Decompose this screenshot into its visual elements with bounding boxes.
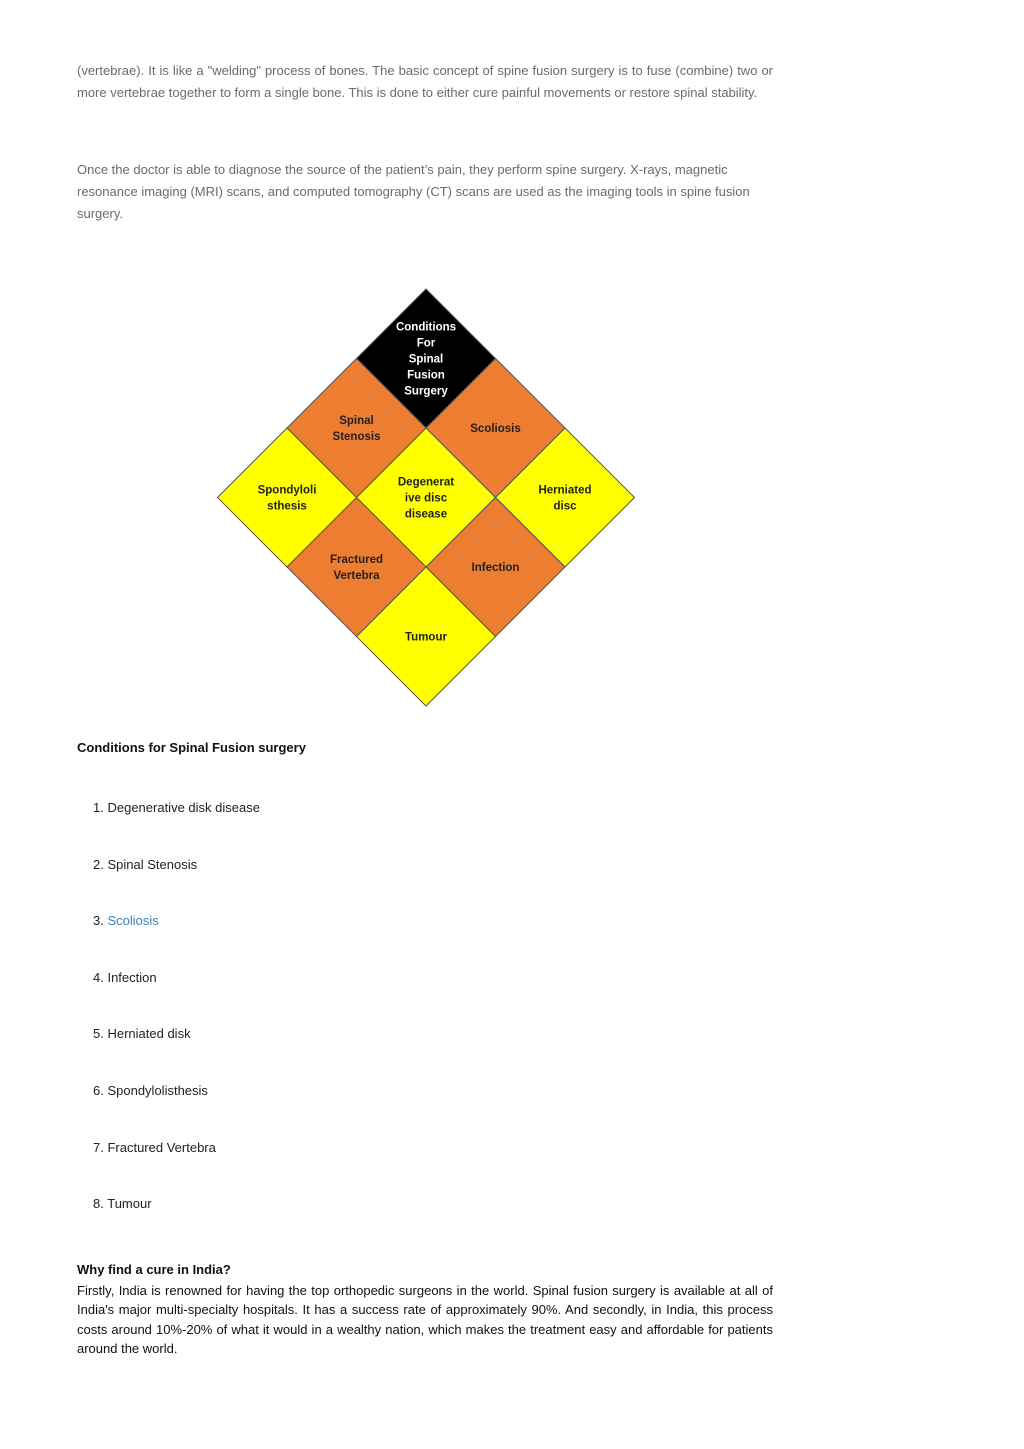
list-item-text: Spondylolisthesis xyxy=(107,1082,208,1098)
intro-paragraph-2: Once the doctor is able to diagnose the source of the patient’s pain, they perform spine surgery. X-rays, magnetic resonance imaging (MRI) scans, and computed tomography (CT) scans are used as the imaging tools in spine fusion surgery. xyxy=(77,162,750,221)
diagram-tile-label-line: Tumour xyxy=(405,631,447,644)
diagram-tile-label xyxy=(472,562,520,574)
list-item-text: Infection xyxy=(107,969,157,985)
list-item-number: 1. xyxy=(93,800,104,815)
diagram-tile-label-line: Spinal xyxy=(339,415,374,427)
diagram-tile-label-line: Surgery xyxy=(404,385,448,398)
scoliosis-link[interactable]: Scoliosis xyxy=(107,913,159,929)
list-item-number: 5. xyxy=(93,1026,104,1042)
list-item xyxy=(93,856,260,913)
list-item-text: Tumour xyxy=(107,1196,152,1212)
list-item xyxy=(93,799,260,856)
list-item-number: 8. xyxy=(93,1196,104,1212)
why-india-paragraph: Firstly, India is renowned for having the top orthopedic surgeons in the world. Spinal fusion surgery is available at all of India's major multi-specialty hospitals. It has a success rate of approximately 90%. And secondly, in India, this process costs around 10%-20% of what it would in a wealthy nation, which makes the treatment easy and affordable for patients around the world. xyxy=(77,1283,773,1356)
diagram-tile-label xyxy=(405,632,447,644)
list-item-number: 3. xyxy=(93,913,104,929)
list-item xyxy=(93,1025,260,1082)
diagram-tile-label-line: Spondyloli xyxy=(257,484,317,497)
diagram-tile-label-line: Scoliosis xyxy=(470,423,521,435)
list-item xyxy=(93,912,260,969)
diagram-tile-label-line: Spinal xyxy=(408,353,444,366)
list-item-text: Degenerative disk disease xyxy=(107,800,260,815)
list-item-text: Spinal Stenosis xyxy=(107,856,198,872)
diagram-tile-label-line: disc xyxy=(553,500,577,513)
list-item-number: 2. xyxy=(93,856,104,872)
why-india-heading: Why find a cure in India? xyxy=(77,1262,231,1277)
conditions-heading: Conditions for Spinal Fusion surgery xyxy=(77,740,306,755)
list-item xyxy=(93,969,260,1026)
list-item xyxy=(93,1195,260,1252)
diagram-tile-label-line: ive disc xyxy=(404,492,448,505)
intro-paragraph-1: (vertebrae). It is like a "welding" process of bones. The basic concept of spine fusion surgery is to fuse (combine) two or more vertebrae together to form a single bone. This is done to either cure painful movements or restore spinal stability. xyxy=(77,63,773,100)
diagram-tile-label-line: Infection xyxy=(471,562,520,574)
list-item-number: 4. xyxy=(93,969,104,985)
list-item xyxy=(93,1082,260,1139)
diagram-tile-label-line: Conditions xyxy=(395,321,457,334)
diagram-tile-label-line: sthesis xyxy=(267,500,307,513)
list-item-text: Herniated disk xyxy=(107,1026,191,1042)
conditions-list xyxy=(93,799,260,1252)
diagram-tile-label xyxy=(470,423,521,435)
diagram-tile-label-line: Herniated xyxy=(538,484,592,497)
list-item-text: Fractured Vertebra xyxy=(107,1139,216,1155)
diagram-tile-label-line: Stenosis xyxy=(332,431,381,443)
list-item-number: 7. xyxy=(93,1139,104,1155)
diagram-tile-label-line: For xyxy=(416,337,436,350)
diagram-tile-label-line: Degenerat xyxy=(397,476,455,489)
diagram-tile-label xyxy=(398,477,454,521)
conditions-diamond-diagram xyxy=(214,286,638,710)
diagram-tile-label-line: disease xyxy=(404,508,448,521)
diagram-tile-label-line: Vertebra xyxy=(333,570,380,582)
list-item xyxy=(93,1139,260,1196)
diagram-tile-label-line: Fusion xyxy=(407,369,445,382)
diagram-tile-label-line: Fractured xyxy=(329,554,384,566)
list-item-number: 6. xyxy=(93,1082,104,1098)
